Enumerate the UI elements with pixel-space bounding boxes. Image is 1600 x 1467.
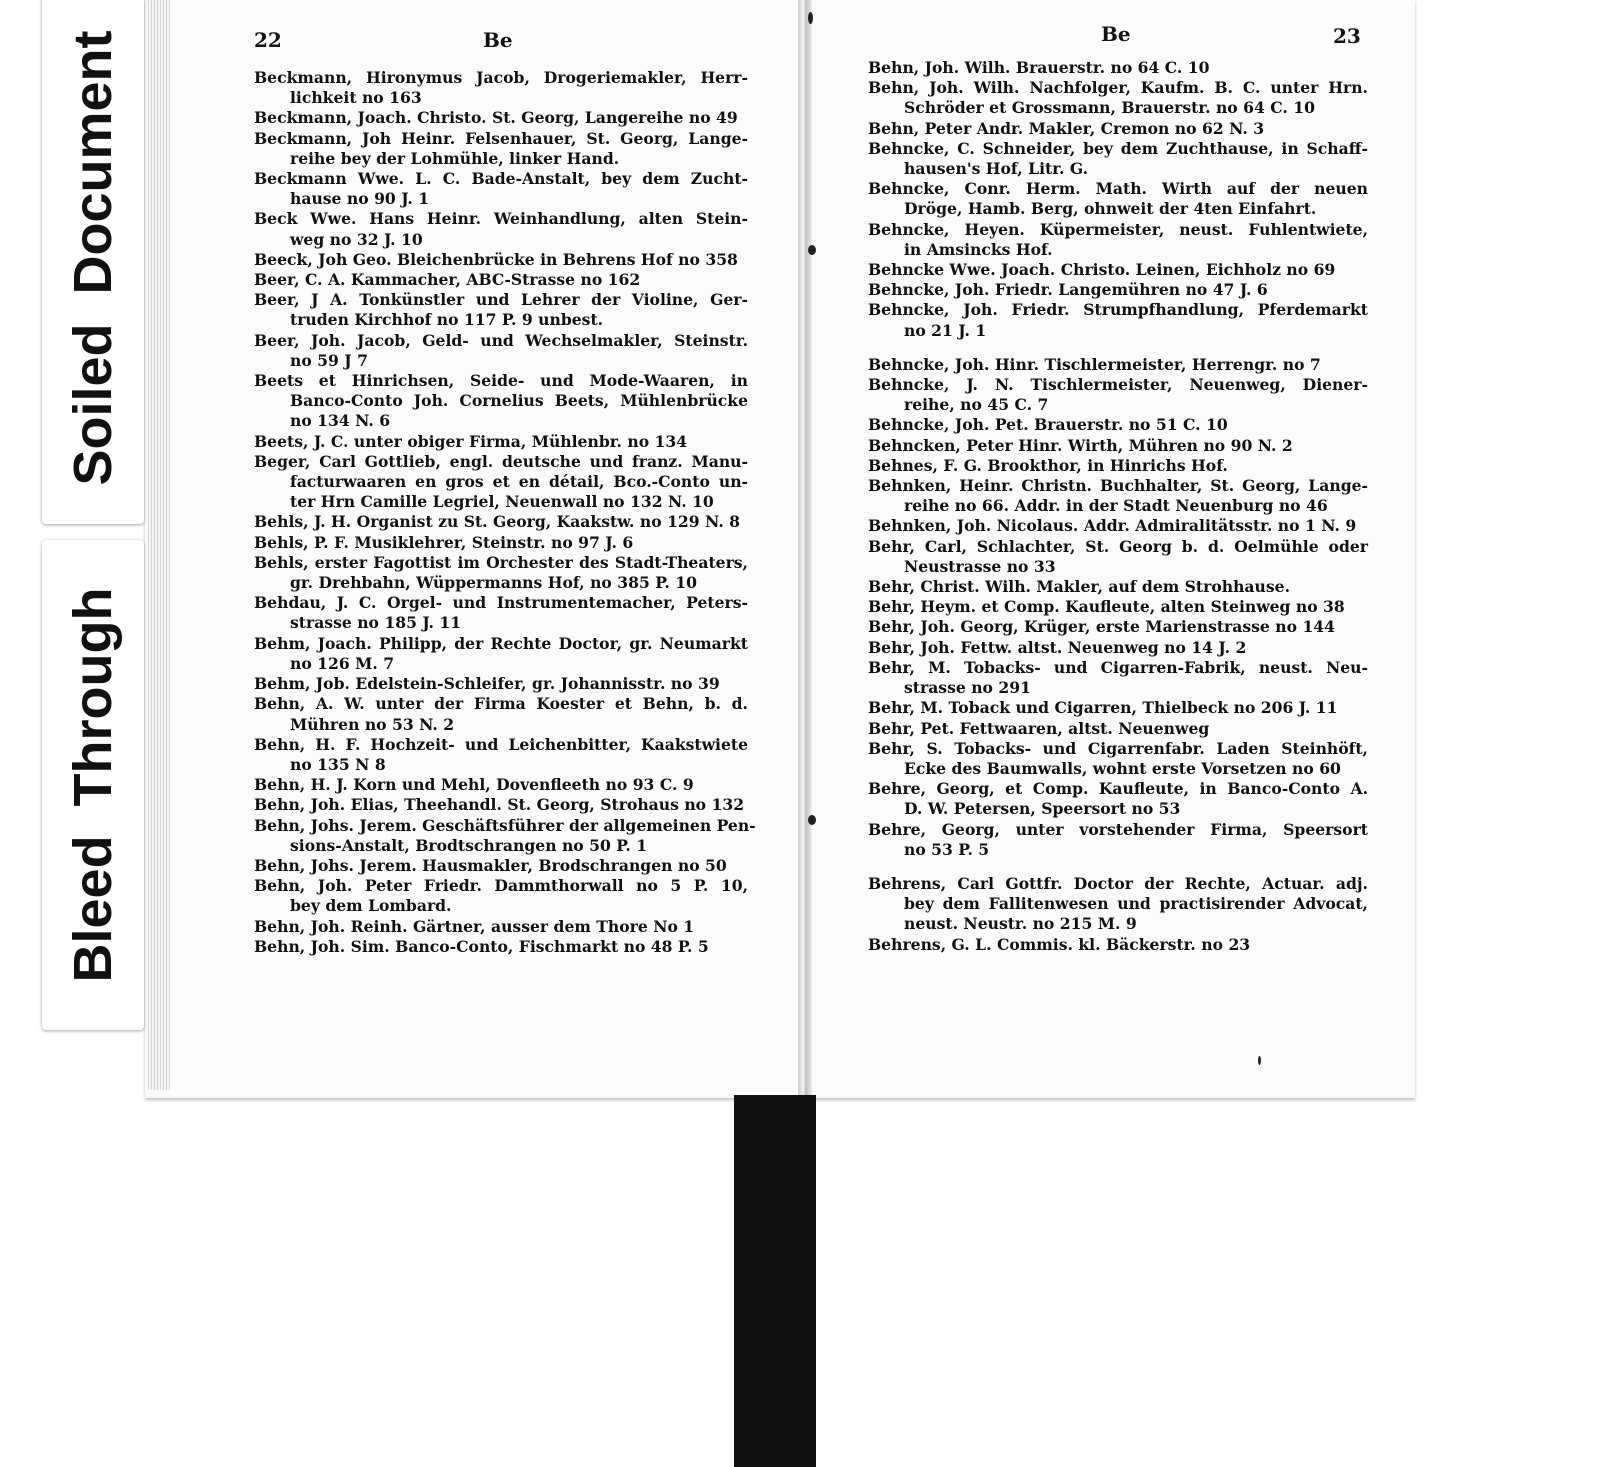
directory-entry bbox=[254, 735, 748, 775]
directory-entry bbox=[254, 533, 748, 553]
entry-line: Behn, Johs. Jerem. Geschäftsführer der allgemeinen Pen- bbox=[254, 815, 756, 835]
entry-line: Behn, Joh. Reinh. Gärtner, ausser dem Thore No 1 bbox=[254, 916, 695, 936]
directory-entry bbox=[868, 436, 1368, 456]
directory-entry bbox=[254, 917, 748, 937]
entry-line: Beckmann, Joach. Christo. St. Georg, Langereihe no 49 bbox=[254, 108, 738, 128]
directory-entry bbox=[868, 739, 1368, 779]
entry-line: Behncke, J. N. Tischlermeister, Neuenweg, Diener- bbox=[868, 375, 1368, 395]
entry-line: Behncke, Joh. Friedr. Strumpfhandlung, Pferdemarkt bbox=[868, 300, 1368, 320]
bleed-through-tab bbox=[42, 540, 144, 1030]
entry-line: Dröge, Hamb. Berg, ohnweit der 4ten Einfahrt. bbox=[904, 199, 1317, 219]
black-bookmark-strip bbox=[734, 1095, 816, 1467]
entry-line: Neustrasse no 33 bbox=[904, 556, 1056, 576]
entry-line: Behncke, Conr. Herm. Math. Wirth auf der neuen bbox=[868, 179, 1368, 199]
directory-entry bbox=[868, 220, 1368, 260]
entry-line: no 135 N 8 bbox=[290, 754, 386, 774]
entry-line: Beer, Joh. Jacob, Geld- und Wechselmakler, Steinstr. bbox=[254, 330, 748, 350]
directory-entry bbox=[868, 617, 1368, 637]
directory-entry bbox=[868, 260, 1368, 280]
directory-entry bbox=[868, 179, 1368, 219]
entry-line: Behls, P. F. Musiklehrer, Steinstr. no 97 J. 6 bbox=[254, 532, 634, 552]
entry-line: Behrens, Carl Gottfr. Doctor der Rechte, Actuar. adj. bbox=[868, 873, 1368, 893]
left-directory-entries bbox=[254, 68, 756, 957]
directory-entry bbox=[254, 775, 748, 795]
entry-line: Beer, J A. Tonkünstler und Lehrer der Violine, Ger- bbox=[254, 290, 748, 310]
entry-line: Behre, Georg, unter vorstehender Firma, Speersort bbox=[868, 819, 1368, 839]
entry-line: Behnken, Heinr. Christn. Buchhalter, St. Georg, Lange- bbox=[868, 476, 1368, 496]
entry-line: Behr, Pet. Fettwaaren, altst. Neuenweg bbox=[868, 718, 1210, 738]
entry-line: Ecke des Baumwalls, wohnt erste Vorsetzen no 60 bbox=[904, 758, 1341, 778]
entry-line: reihe no 66. Addr. in der Stadt Neuenburg no 46 bbox=[904, 496, 1328, 516]
directory-entry bbox=[254, 512, 748, 532]
entry-line: Behr, M. Tobacks- und Cigarren-Fabrik, neust. Neu- bbox=[868, 657, 1368, 677]
entry-line: Behnes, F. G. Brookthor, in Hinrichs Hof. bbox=[868, 455, 1228, 475]
entry-line: reihe, no 45 C. 7 bbox=[904, 395, 1049, 415]
entry-line: Beer, C. A. Kammacher, ABC-Strasse no 162 bbox=[254, 270, 641, 290]
page-edges bbox=[148, 0, 170, 1090]
entry-line: strasse no 185 J. 11 bbox=[290, 613, 462, 633]
entry-line: Behls, erster Fagottist im Orchester des Stadt-Theaters, bbox=[254, 552, 748, 572]
directory-entry bbox=[254, 209, 748, 249]
directory-entry bbox=[254, 876, 748, 916]
entry-line: Behls, J. H. Organist zu St. Georg, Kaakstw. no 129 N. 8 bbox=[254, 512, 741, 532]
directory-entry bbox=[868, 638, 1368, 658]
entry-line: Behr, Carl, Schlachter, St. Georg b. d. Oelmühle oder bbox=[868, 536, 1368, 556]
entry-line: Behncke, Joh. Pet. Brauerstr. no 51 C. 10 bbox=[868, 415, 1228, 435]
directory-entry bbox=[254, 674, 748, 694]
directory-entry bbox=[868, 119, 1368, 139]
entry-line: no 134 N. 6 bbox=[290, 411, 391, 431]
directory-entry bbox=[868, 139, 1368, 179]
entry-line: bey dem Lombard. bbox=[290, 896, 452, 916]
entry-line: Beckmann, Joh Heinr. Felsenhauer, St. Georg, Lange- bbox=[254, 128, 748, 148]
directory-entry bbox=[868, 375, 1368, 415]
entry-line: neust. Neustr. no 215 M. 9 bbox=[904, 914, 1137, 934]
directory-entry bbox=[254, 432, 748, 452]
directory-entry bbox=[254, 694, 748, 734]
entry-line: Behncke, Heyen. Küpermeister, neust. Fuhlentwiete, bbox=[868, 219, 1368, 239]
directory-entry bbox=[868, 78, 1368, 118]
entry-gap bbox=[868, 860, 1368, 874]
entry-line: weg no 32 J. 10 bbox=[290, 229, 423, 249]
directory-entry bbox=[868, 935, 1368, 955]
directory-entry bbox=[254, 290, 748, 330]
directory-entry bbox=[868, 58, 1368, 78]
entry-line: Behn, Joh. Peter Friedr. Dammthorwall no 5 P. 10, bbox=[254, 876, 748, 896]
directory-entry bbox=[254, 856, 748, 876]
directory-entry bbox=[254, 371, 748, 432]
directory-entry bbox=[868, 820, 1368, 860]
directory-entry bbox=[254, 129, 748, 169]
entry-line: strasse no 291 bbox=[904, 678, 1031, 698]
directory-entry bbox=[868, 300, 1368, 340]
entry-line: Behn, Joh. Sim. Banco-Conto, Fischmarkt no 48 P. 5 bbox=[254, 936, 709, 956]
directory-entry bbox=[254, 937, 748, 957]
directory-entry bbox=[254, 331, 748, 371]
directory-entry bbox=[254, 452, 748, 513]
left-page-number: 22 bbox=[254, 28, 282, 52]
directory-entry bbox=[868, 456, 1368, 476]
binding-mark bbox=[808, 245, 816, 255]
directory-entry bbox=[868, 719, 1368, 739]
entry-line: no 126 M. 7 bbox=[290, 653, 395, 673]
bleed-through-label: Bleed Through bbox=[63, 587, 123, 983]
entry-line: sions-Anstalt, Brodtschrangen no 50 P. 1 bbox=[290, 835, 648, 855]
binding-mark bbox=[808, 815, 816, 825]
directory-entry bbox=[254, 108, 748, 128]
entry-gap bbox=[868, 341, 1368, 355]
ink-speck bbox=[1258, 1056, 1261, 1065]
entry-line: Behr, Heym. et Comp. Kaufleute, alten Steinweg no 38 bbox=[868, 597, 1345, 617]
entry-line: Behre, Georg, et Comp. Kaufleute, in Banco-Conto A. bbox=[868, 779, 1368, 799]
entry-line: Beeck, Joh Geo. Bleichenbrücke in Behrens Hof no 358 bbox=[254, 249, 738, 269]
right-directory-entries bbox=[868, 58, 1368, 955]
entry-line: Behrens, G. L. Commis. kl. Bäckerstr. no 23 bbox=[868, 934, 1251, 954]
directory-entry bbox=[868, 698, 1368, 718]
directory-entry bbox=[254, 68, 748, 108]
entry-line: Beckmann Wwe. L. C. Bade-Anstalt, bey dem Zucht- bbox=[254, 169, 748, 189]
entry-line: Behncke, Joh. Friedr. Langemühren no 47 J. 6 bbox=[868, 280, 1268, 300]
directory-entry bbox=[254, 634, 748, 674]
directory-entry bbox=[868, 658, 1368, 698]
entry-line: Beck Wwe. Hans Heinr. Weinhandlung, alten Stein- bbox=[254, 209, 748, 229]
entry-line: Behdau, J. C. Orgel- und Instrumentemacher, Peters- bbox=[254, 593, 748, 613]
entry-line: gr. Drehbahn, Wüppermanns Hof, no 385 P. 10 bbox=[290, 573, 697, 593]
directory-entry bbox=[868, 779, 1368, 819]
left-page-header: Be bbox=[483, 28, 513, 52]
entry-line: reihe bey der Lohmühle, linker Hand. bbox=[290, 148, 620, 168]
entry-line: truden Kirchhof no 117 P. 9 unbest. bbox=[290, 310, 604, 330]
entry-line: Behncke, Joh. Hinr. Tischlermeister, Herrengr. no 7 bbox=[868, 354, 1321, 374]
entry-line: Behn, Joh. Elias, Theehandl. St. Georg, Strohaus no 132 bbox=[254, 795, 745, 815]
entry-line: Behr, M. Toback und Cigarren, Thielbeck no 206 J. 11 bbox=[868, 698, 1338, 718]
entry-line: Beets, J. C. unter obiger Firma, Mühlenbr. no 134 bbox=[254, 431, 688, 451]
entry-line: Behncke, C. Schneider, bey dem Zuchthause, in Schaff- bbox=[868, 138, 1368, 158]
right-page-header: Be bbox=[1101, 22, 1131, 46]
entry-line: Behr, Joh. Fettw. altst. Neuenweg no 14 J. 2 bbox=[868, 637, 1247, 657]
entry-line: Behr, Christ. Wilh. Makler, auf dem Strohhause. bbox=[868, 577, 1290, 597]
directory-entry bbox=[868, 516, 1368, 536]
entry-line: Behr, Joh. Georg, Krüger, erste Marienstrasse no 144 bbox=[868, 617, 1335, 637]
entry-line: bey dem Fallitenwesen und practisirender Advocat, bbox=[904, 894, 1368, 914]
entry-line: Mühren no 53 N. 2 bbox=[290, 714, 455, 734]
entry-line: Behn, Joh. Wilh. Nachfolger, Kaufm. B. C. unter Hrn. bbox=[868, 78, 1368, 98]
entry-line: Behm, Job. Edelstein-Schleifer, gr. Johannisstr. no 39 bbox=[254, 674, 720, 694]
entry-line: no 21 J. 1 bbox=[904, 320, 987, 340]
entry-line: no 53 P. 5 bbox=[904, 839, 990, 859]
directory-entry bbox=[254, 795, 748, 815]
directory-entry bbox=[868, 415, 1368, 435]
directory-entry bbox=[254, 250, 748, 270]
entry-line: in Amsincks Hof. bbox=[904, 239, 1053, 259]
entry-line: D. W. Petersen, Speersort no 53 bbox=[904, 799, 1181, 819]
entry-line: Behm, Joach. Philipp, der Rechte Doctor, gr. Neumarkt bbox=[254, 633, 748, 653]
right-page-number: 23 bbox=[1333, 24, 1361, 48]
entry-line: Behn, H. F. Hochzeit- und Leichenbitter, Kaakstwiete bbox=[254, 734, 748, 754]
directory-entry bbox=[868, 874, 1368, 935]
directory-entry bbox=[868, 280, 1368, 300]
book-gutter bbox=[798, 0, 812, 1098]
entry-line: Behn, A. W. unter der Firma Koester et Behn, b. d. bbox=[254, 694, 748, 714]
directory-entry bbox=[868, 597, 1368, 617]
entry-line: Behn, H. J. Korn und Mehl, Dovenfleeth no 93 C. 9 bbox=[254, 775, 694, 795]
soiled-document-tab bbox=[42, 0, 144, 524]
soiled-document-label: Soiled Document bbox=[63, 30, 123, 486]
binding-mark bbox=[808, 12, 813, 24]
entry-line: hause no 90 J. 1 bbox=[290, 189, 430, 209]
entry-line: Beger, Carl Gottlieb, engl. deutsche und franz. Manu- bbox=[254, 451, 748, 471]
entry-line: Behr, S. Tobacks- und Cigarrenfabr. Laden Steinhöft, bbox=[868, 738, 1368, 758]
directory-entry bbox=[868, 355, 1368, 375]
entry-line: lichkeit no 163 bbox=[290, 88, 422, 108]
directory-entry bbox=[254, 270, 748, 290]
directory-entry bbox=[868, 577, 1368, 597]
entry-line: Beets et Hinrichsen, Seide- und Mode-Waaren, in bbox=[254, 371, 748, 391]
entry-line: Behnken, Joh. Nicolaus. Addr. Admiralitätsstr. no 1 N. 9 bbox=[868, 516, 1357, 536]
entry-line: Behn, Joh. Wilh. Brauerstr. no 64 C. 10 bbox=[868, 58, 1210, 77]
entry-line: Behncke Wwe. Joach. Christo. Leinen, Eichholz no 69 bbox=[868, 260, 1336, 280]
directory-entry bbox=[254, 553, 748, 593]
entry-line: Banco-Conto Joh. Cornelius Beets, Mühlenbrücke bbox=[290, 391, 748, 411]
entry-line: no 59 J 7 bbox=[290, 350, 368, 370]
entry-line: Schröder et Grossmann, Brauerstr. no 64 C. 10 bbox=[904, 98, 1315, 118]
directory-entry bbox=[868, 476, 1368, 516]
entry-line: Behn, Johs. Jerem. Hausmakler, Brodschrangen no 50 bbox=[254, 855, 727, 875]
entry-line: Behn, Peter Andr. Makler, Cremon no 62 N. 3 bbox=[868, 118, 1265, 138]
entry-line: facturwaaren en gros et en détail, Bco.-Conto un- bbox=[290, 472, 748, 492]
entry-line: hausen's Hof, Litr. G. bbox=[904, 159, 1089, 179]
entry-line: Beckmann, Hironymus Jacob, Drogeriemakler, Herr- bbox=[254, 68, 748, 87]
directory-entry bbox=[254, 815, 756, 856]
directory-entry bbox=[254, 169, 748, 209]
entry-line: Behncken, Peter Hinr. Wirth, Mühren no 90 N. 2 bbox=[868, 435, 1293, 455]
directory-entry bbox=[254, 593, 748, 633]
entry-line: ter Hrn Camille Legriel, Neuenwall no 132 N. 10 bbox=[290, 492, 714, 512]
directory-entry bbox=[868, 537, 1368, 577]
